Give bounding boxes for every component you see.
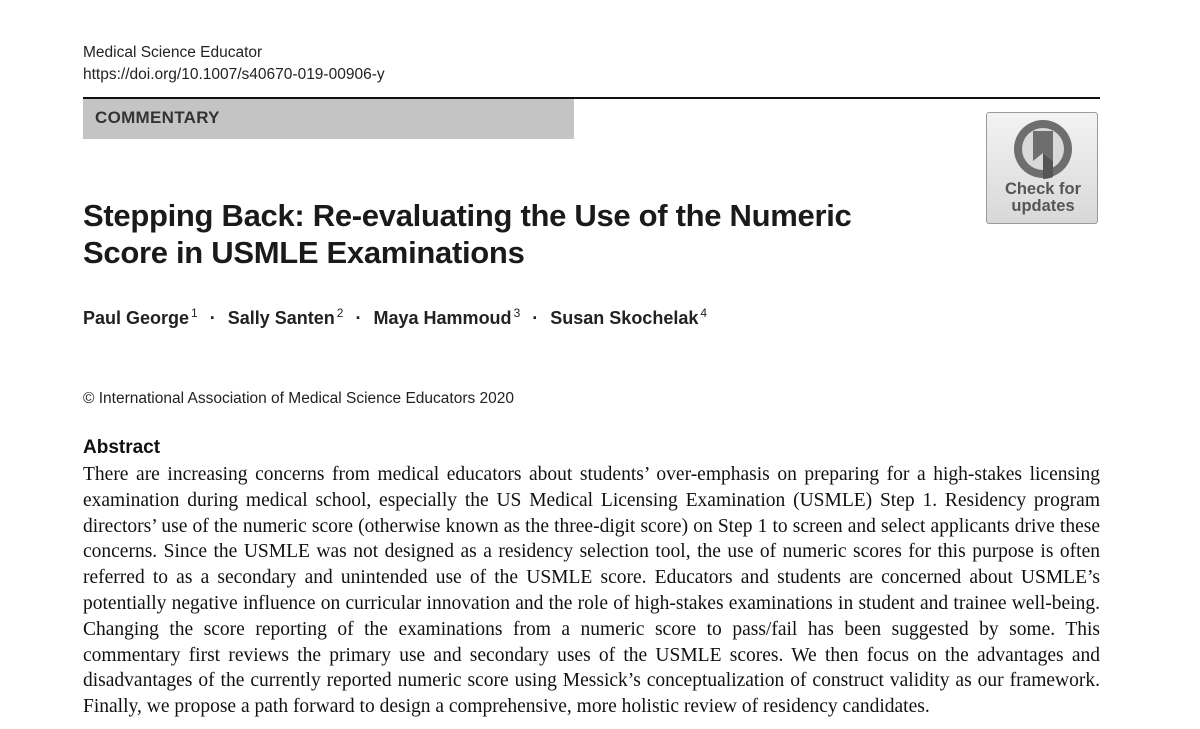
author-name[interactable]: Susan Skochelak: [550, 308, 699, 328]
journal-name: Medical Science Educator: [83, 44, 263, 61]
check-for-updates-label: [987, 181, 1099, 215]
author-name[interactable]: Sally Santen: [227, 308, 335, 328]
affiliation-marker[interactable]: 3: [513, 306, 521, 320]
copyright-notice: © International Association of Medical Science Educators 2020: [83, 390, 515, 407]
article-title: Stepping Back: Re-evaluating the Use of the Numeric Score in USMLE Examinations: [83, 198, 852, 270]
doi-link[interactable]: https://doi.org/10.1007/s40670-019-00906-y: [83, 66, 385, 83]
affiliation-marker[interactable]: 4: [700, 306, 708, 320]
badge-line-2: updates: [1011, 197, 1075, 215]
author-separator: ·: [532, 308, 539, 328]
affiliation-marker[interactable]: 1: [191, 306, 198, 320]
author-separator: ·: [209, 308, 216, 328]
journal-header: [83, 42, 385, 86]
author-name[interactable]: Paul George: [83, 308, 190, 328]
author-separator: ·: [355, 308, 362, 328]
author-name[interactable]: Maya Hammoud: [373, 308, 512, 328]
abstract-text: There are increasing concerns from medical educators about students’ over-emphasis on preparing for a high-stakes licensing examination during medical school, especially the US Medical Licensing Examination (USMLE) Step 1. Residency program directors’ use of the numeric score (otherwise known as the three-digit score) on Step 1 to screen and select applicants drive these concerns. Since the USMLE was not designed as a residency selection tool, the use of numeric scores for this purpose is often referred to as a secondary and unintended use of the USMLE score. Educators and students are concerned about USMLE’s potentially negative influence on curricular innovation and the role of high-stakes examinations in student and trainee well-being. Changing the score reporting of the examinations from a numeric score to pass/fail has been suggested by some. This commentary first reviews the primary use and secondary uses of the USMLE scores. We then focus on the advantages and disadvantages of the currently reported numeric score using Messick’s conceptualization of construct validity as our framework. Finally, we propose a path forward to design a comprehensive, more holistic review of residency candidates.: [83, 464, 1100, 718]
author-list: [83, 306, 707, 329]
section-label: COMMENTARY: [95, 108, 220, 127]
section-bar: [83, 99, 574, 139]
abstract-heading: Abstract: [83, 437, 161, 458]
badge-line-1: Check for: [1004, 180, 1082, 198]
affiliation-marker[interactable]: 2: [336, 306, 344, 320]
check-for-updates-button[interactable]: [986, 112, 1098, 224]
crossmark-icon: [1011, 117, 1075, 181]
